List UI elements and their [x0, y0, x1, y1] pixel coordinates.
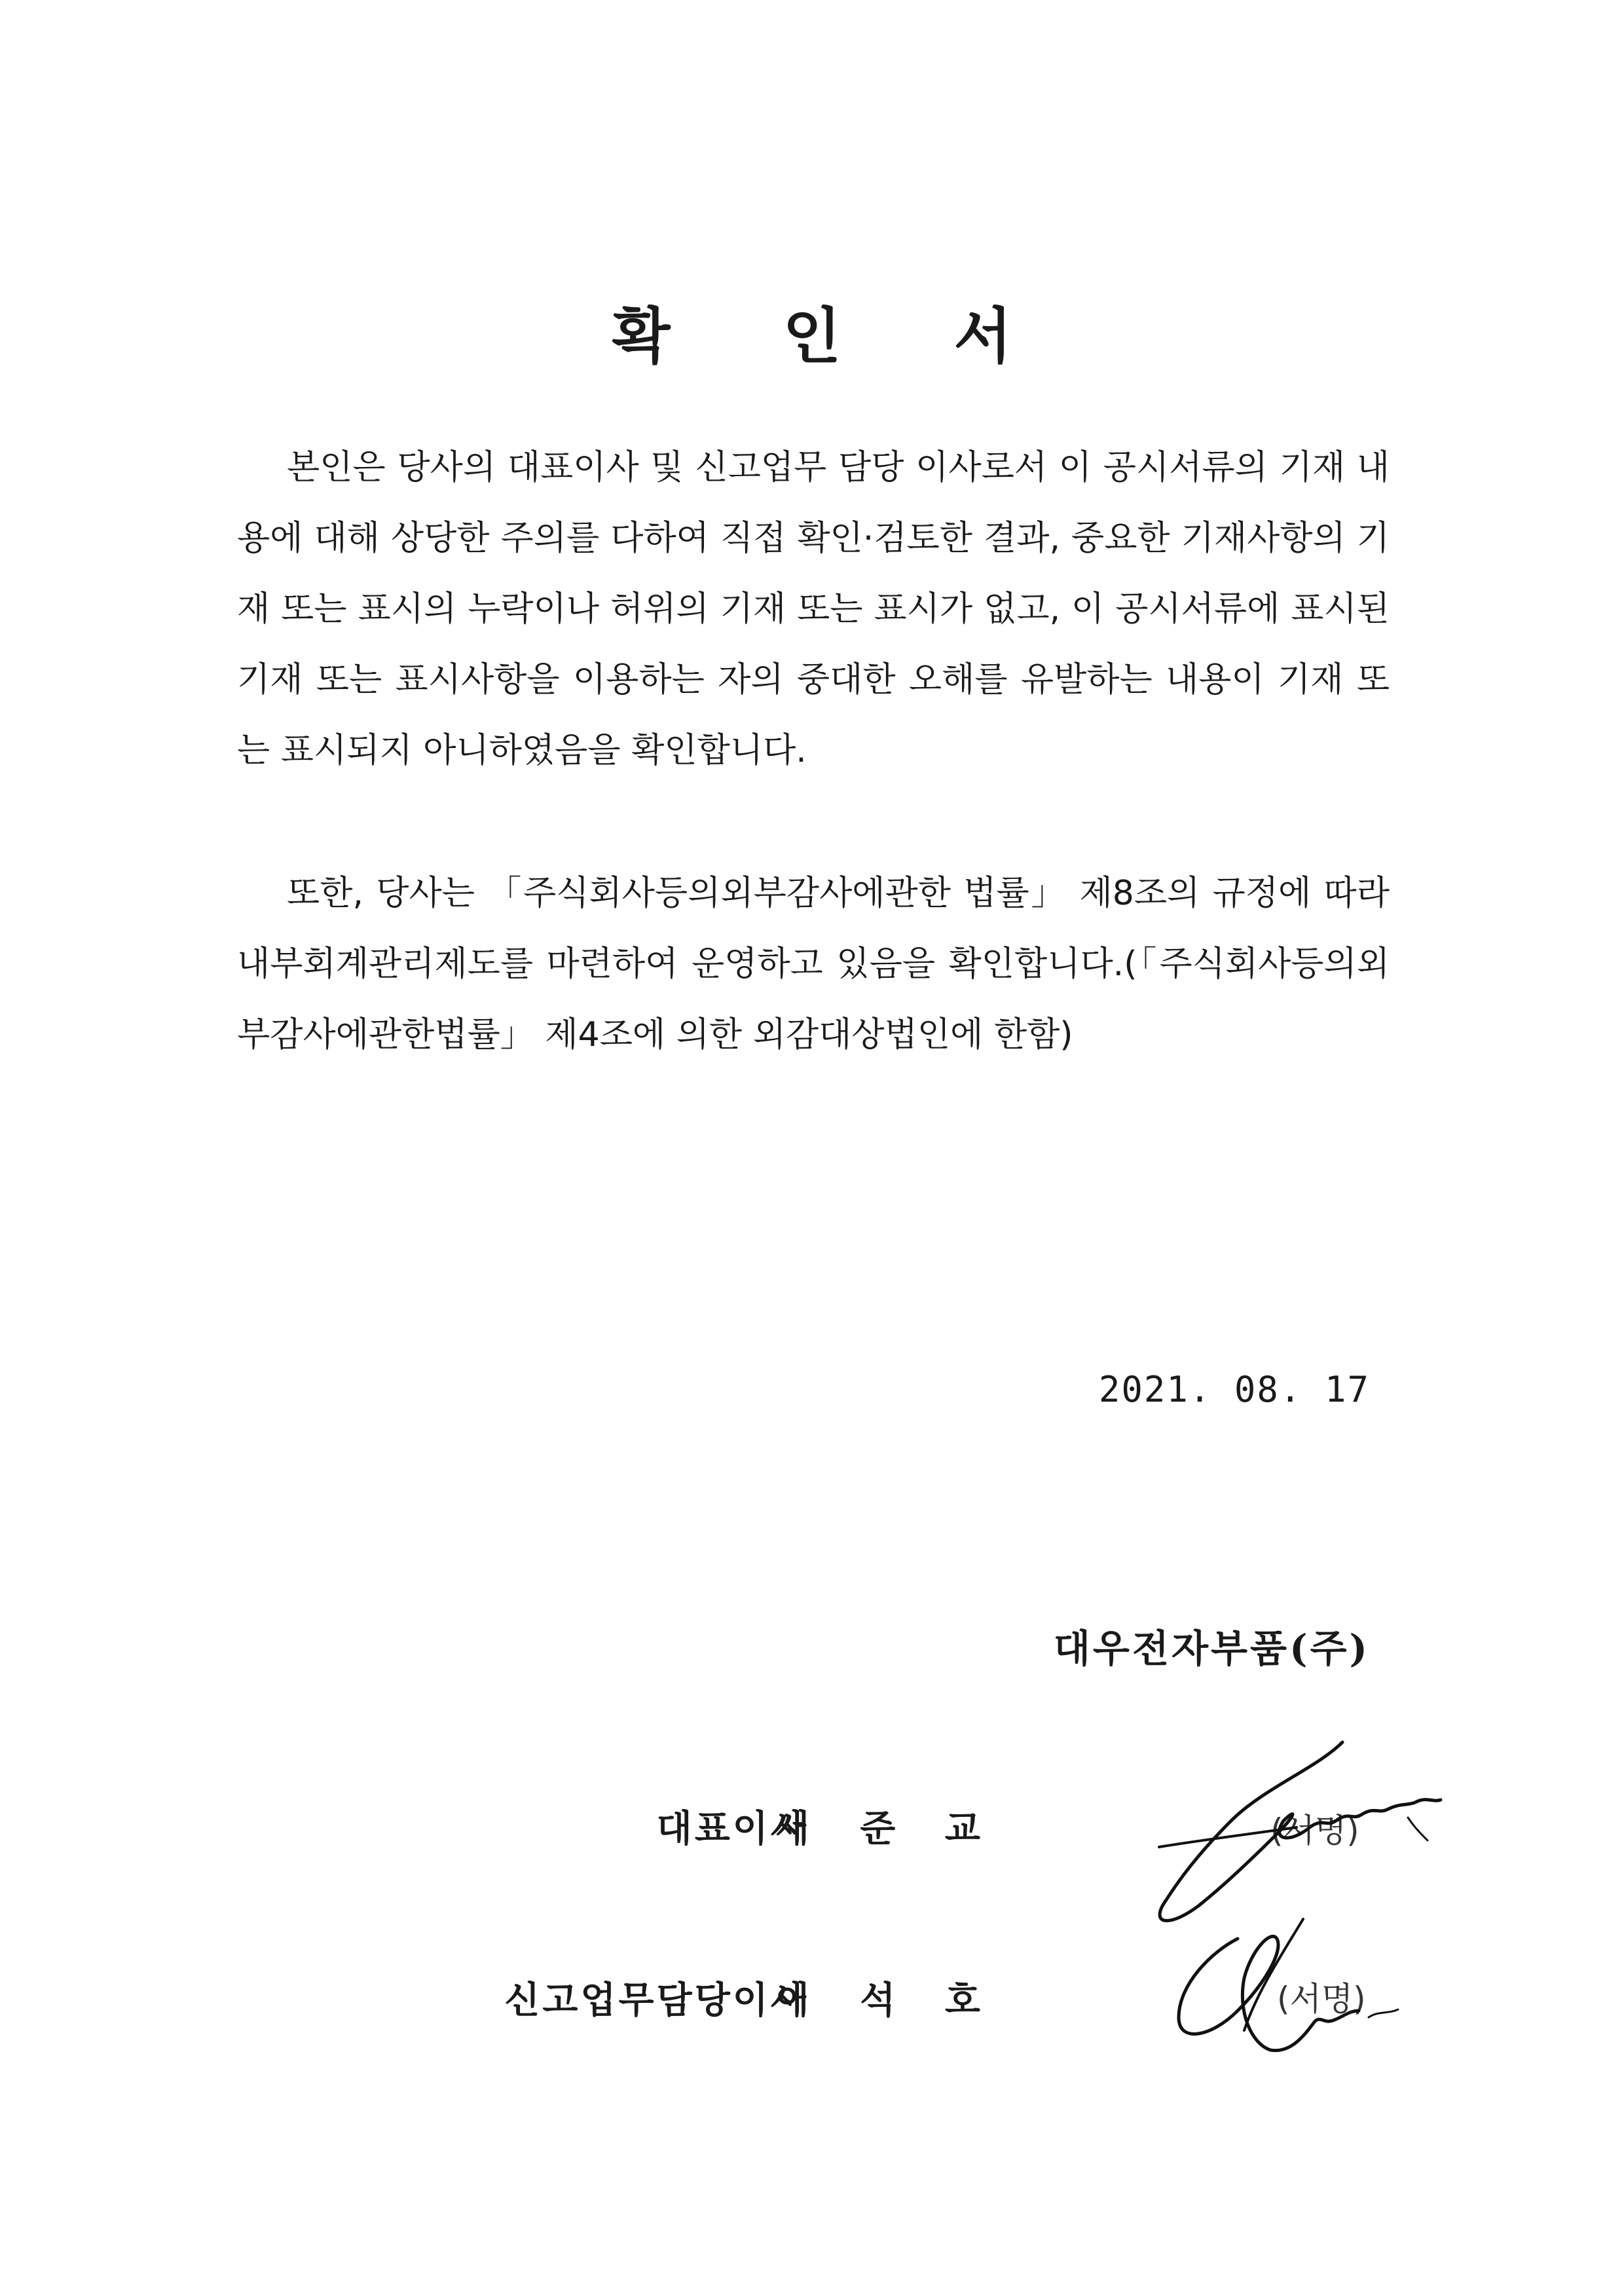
- document-title: 확 인 서: [612, 301, 1058, 371]
- confirmation-paragraph: 본인은 당사의 대표이사 및 신고업무 담당 이사로서 이 공시서류의 기재 내용에 대해 상당한 주의를 다하여 직접 확인·검토한 결과, 중요한 기재사항의 기재 또는 표시의 누락이나 허위의 기재 또는 표시가 없고, 이 공시서류에 표시된 기재 또는 표시사항을 이용하는 자의 중대한 오해를 유발하는 내용이 기재 또는 표시되지 아니하였음을 확인합니다.: [237, 448, 1390, 770]
- document-date: 2021. 08. 17: [1098, 1369, 1370, 1410]
- director-signature-image: [1153, 1912, 1434, 2070]
- company-name: 대우전자부품(주): [1053, 1626, 1370, 1671]
- signature-mark-label: (서명): [1277, 1980, 1366, 2018]
- signature-mark-label: (서명): [1270, 1812, 1359, 1850]
- signatory-name: 이 석 호: [775, 1979, 999, 2022]
- signatory-name: 서 준 교: [775, 1807, 999, 1850]
- signatory-role: 신고업무담당이사: [504, 1979, 809, 2022]
- internal-control-paragraph: 또한, 당사는 「주식회사등의외부감사에관한 법률」 제8조의 규정에 따라 내부회계관리제도를 마련하여 운영하고 있음을 확인합니다.(「주식회사등의외부감사에관한법률」 제4조에 의한 외감대상법인에 한함): [237, 874, 1390, 1054]
- signatory-role: 대표이사: [656, 1807, 809, 1850]
